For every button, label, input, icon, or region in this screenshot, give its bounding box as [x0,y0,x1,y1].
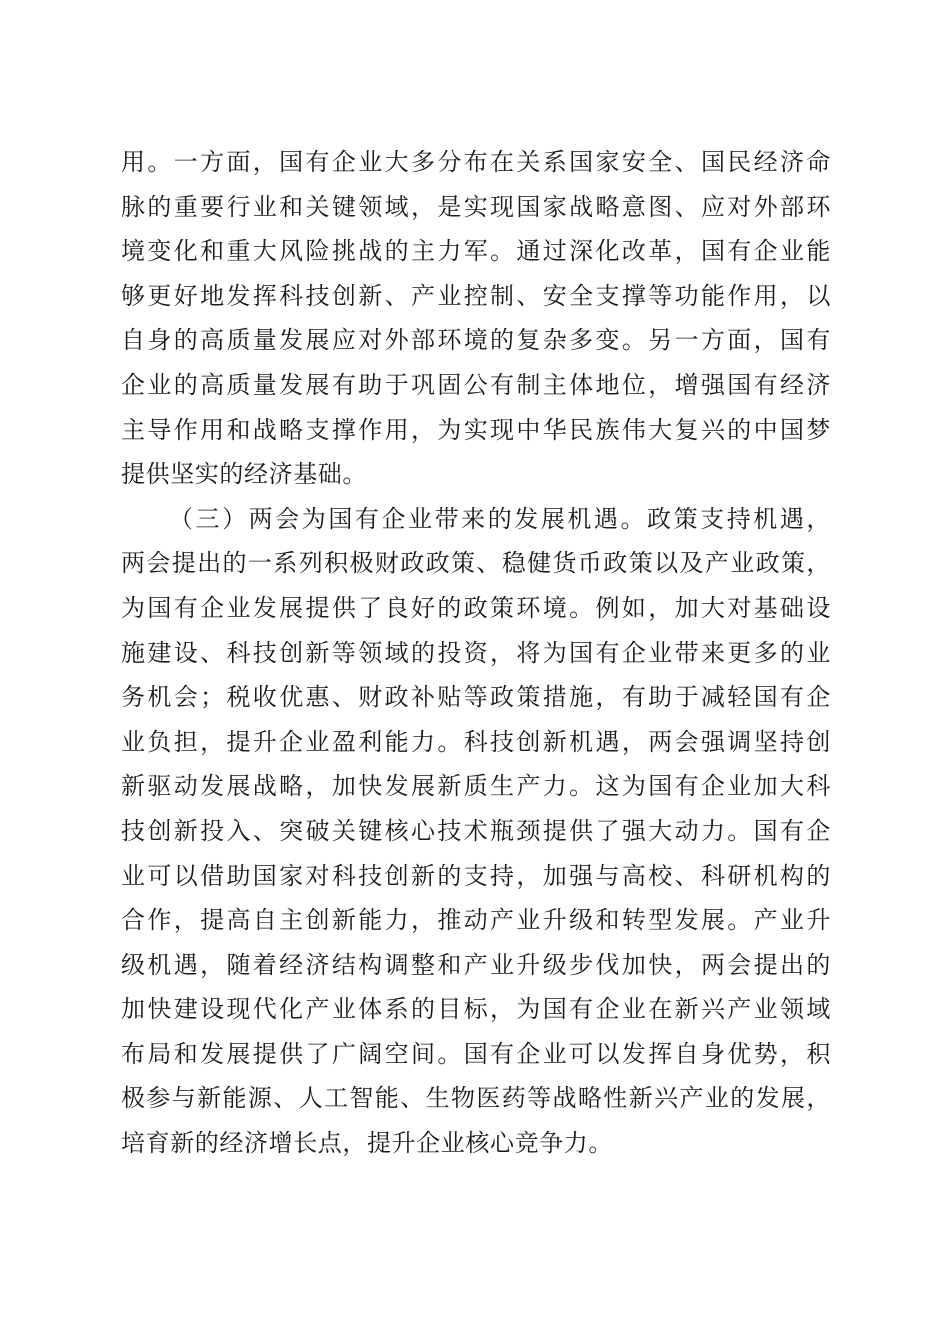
text-line: 新驱动发展战略，加快发展新质生产力。这为国有企业加大科 [121,772,831,801]
body-text [121,140,831,1166]
paragraph-heading-line: （三）两会为国有企业带来的发展机遇。政策支持机遇， [169,504,831,533]
text-line: 务机会；税收优惠、财政补贴等政策措施，有助于减轻国有企 [121,683,831,712]
text-line: 脉的重要行业和关键领域，是实现国家战略意图、应对外部环 [121,192,831,221]
text-line: 加快建设现代化产业体系的目标，为国有企业在新兴产业领域 [121,995,831,1024]
text-line: 培育新的经济增长点，提升企业核心竞争力。 [121,1129,613,1158]
text-line: 自身的高质量发展应对外部环境的复杂多变。另一方面，国有 [121,326,831,355]
text-line: 施建设、科技创新等领域的投资，将为国有企业带来更多的业 [121,638,831,667]
paragraph-2 [121,497,831,1166]
text-line: 用。一方面，国有企业大多分布在关系国家安全、国民经济命 [121,148,831,176]
paragraph-1 [121,140,831,497]
text-line: 极参与新能源、人工智能、生物医药等战略性新兴产业的发展， [121,1084,831,1113]
text-line: 够更好地发挥科技创新、产业控制、安全支撑等功能作用，以 [121,281,831,310]
text-line: 企业的高质量发展有助于巩固公有制主体地位，增强国有经济 [121,370,831,399]
text-line: 境变化和重大风险挑战的主力军。通过深化改革，国有企业能 [121,237,831,266]
text-line: 级机遇，随着经济结构调整和产业升级步伐加快，两会提出的 [121,950,831,979]
text-line: 提供坚实的经济基础。 [121,460,367,489]
text-line: 业可以借助国家对科技创新的支持，加强与高校、科研机构的 [121,861,831,890]
text-line: 布局和发展提供了广阔空间。国有企业可以发挥自身优势，积 [121,1039,831,1068]
text-line: 为国有企业发展提供了良好的政策环境。例如，加大对基础设 [121,593,831,622]
text-line: 主导作用和战略支撑作用，为实现中华民族伟大复兴的中国梦 [121,415,831,444]
text-line: 合作，提高自主创新能力，推动产业升级和转型发展。产业升 [121,906,831,935]
text-line: 业负担，提升企业盈利能力。科技创新机遇，两会强调坚持创 [121,727,831,756]
text-line: 技创新投入、突破关键核心技术瓶颈提供了强大动力。国有企 [121,816,831,845]
text-line: 两会提出的一系列积极财政政策、稳健货币政策以及产业政策， [121,549,831,578]
